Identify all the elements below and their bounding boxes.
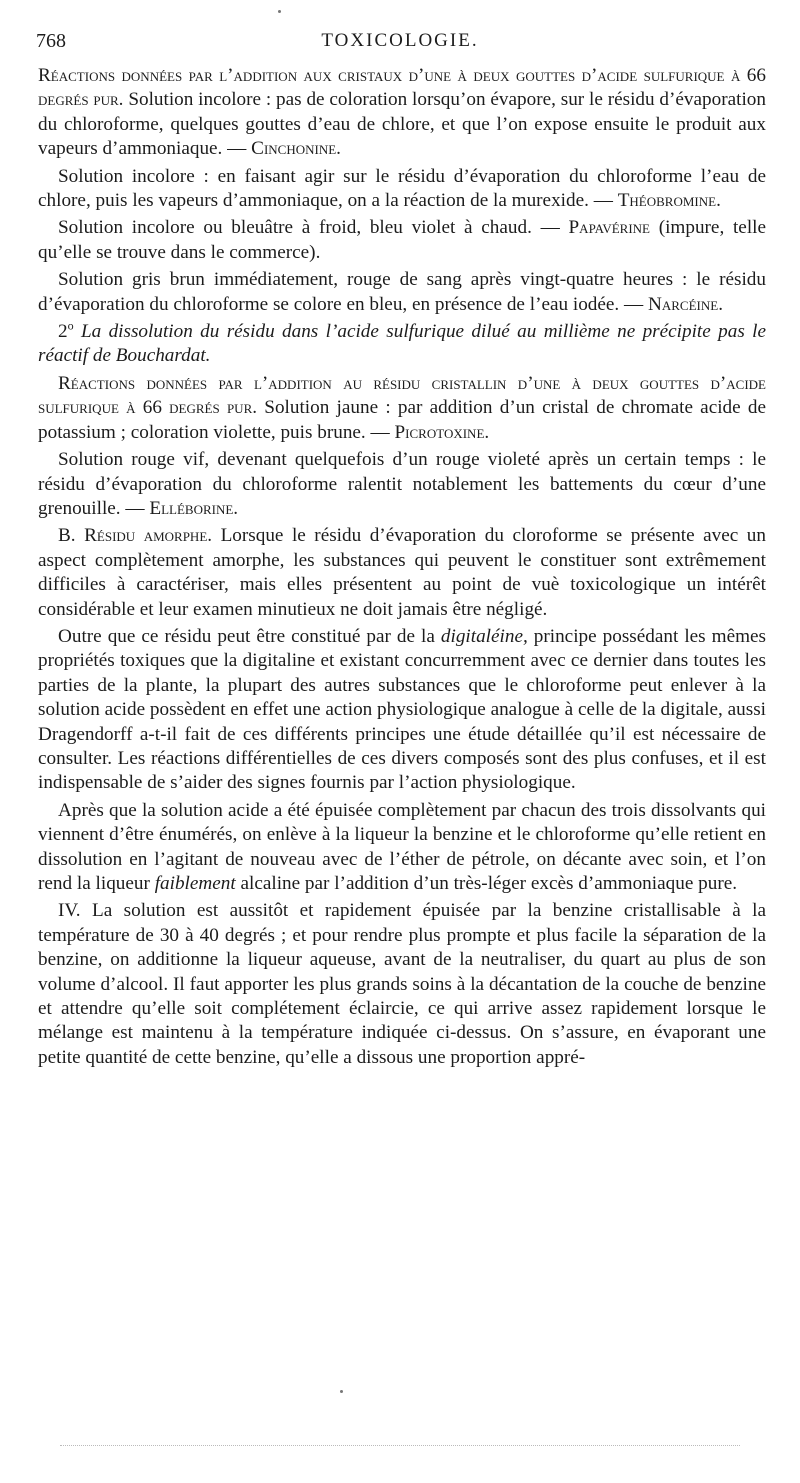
paragraph: [38, 524, 766, 622]
italic-text: faiblement: [154, 873, 236, 894]
text-run: Solution incolore : en faisant agir sur le résidu d’évaporation du chloroforme l’eau de chlore, puis les vapeurs d’ammoniaque, on a la réaction de la murexide. —: [38, 165, 766, 212]
paragraph: [38, 64, 766, 162]
italic-text: La dissolution du résidu dans l’acide sulfurique dilué au millième ne précipite pas le réactif de Bouchardat.: [38, 321, 766, 367]
text-run: alcaline par l’addition d’un très-léger excès d’ammoniaque pure.: [235, 873, 738, 894]
paragraph: [38, 165, 766, 214]
text-run: Lorsque le résidu d’évaporation du cloroforme se présente avec un aspect complètement amorphe, les substances qui peuvent le constituer sont extrêmement difficiles à caractériser, mais elles présentent au point de vuè toxicologique un intérêt considérable et leur examen minutieux ne doit jamais être négligé.: [38, 525, 766, 620]
text-run: Outre que ce résidu peut être constitué par de la: [58, 625, 441, 647]
page-header: [36, 30, 764, 56]
text-run: Solution rouge vif, devenant quelquefois d’un rouge violeté après un certain temps : le résidu d’évaporation du chloroforme ralentit notablement les battements du cœur d’une grenouille. —: [38, 449, 766, 519]
superscript: o: [67, 318, 74, 333]
text-run: Solution incolore : pas de coloration lorsqu’on évapore, sur le résidu d’évaporation du chloroforme, quelques gouttes d’eau de chlore, et que l’on expose ensuite le produit aux vapeurs d’ammoniaque. —: [38, 89, 766, 160]
small-caps-text: Réactions données par l’addition aux cristaux d’une à deux gouttes d’acide sulfurique à 66 degrés pur.: [38, 65, 766, 111]
small-caps-text: Picrotoxine.: [394, 421, 490, 443]
paragraph: [38, 625, 766, 796]
paragraph: [38, 799, 766, 897]
small-caps-text: Réactions données par l’addition au résidu cristallin d’une à deux gouttes d’acide sulfurique à 66 degrés pur.: [38, 372, 766, 419]
small-caps-text: Théobromine.: [617, 190, 721, 212]
small-caps-text: Papavérine: [568, 217, 650, 239]
text-run: principe possédant les mêmes propriétés toxiques que la digitaline et existant concurremment avec ce dernier dans toutes les parties de la plante, la plupart des autres substances que le chloroforme peut enlever à la solution acide possèdent en effet une action physiologique analogue à celle de la digitale, aussi Dragendorff a-t-il fait de ces différents principes une étude détaillée qu’il est nécessaire de consulter. Les réactions différentielles de ces divers composés sont des plus confuses, et il est indispensable de s’aider des signes fournis par l’action physiologique.: [38, 625, 767, 794]
body-text: [38, 64, 766, 1073]
page-bottom-dotted-line: [60, 1445, 740, 1446]
paragraph: [38, 216, 766, 265]
ink-speck: [340, 1390, 343, 1393]
text-run: IV. La solution est aussitôt et rapidement épuisée par la benzine cristallisable à la température de 30 à 40 degrés ; et pour rendre plus prompte et plus facile la séparation de la benzine, on additionne la liqueur aqueuse, avant de la neutraliser, du quart au plus de son volume d’alcool. Il faut apporter les plus grands soins à la décantation de la couche de benzine et attendre qu’elle soit complétement éclaircie, ce qui arrive assez rapidement lorsque le mélange est maintenu à la température indiquée ci-dessus. On s’assure, en évaporant une petite quantité de cette benzine, qu’elle a dissous une proportion appré-: [38, 900, 766, 1068]
text-run: Solution jaune : par addition d’un cristal de chromate acide de potassium ; coloration violette, puis brune. —: [38, 397, 767, 443]
ink-speck: [278, 10, 281, 13]
paragraph: [38, 448, 766, 521]
small-caps-text: Résidu amorphe.: [84, 525, 213, 547]
page-number: 768: [36, 30, 66, 52]
running-title: TOXICOLOGIE.: [321, 30, 479, 51]
small-caps-text: Elléborine.: [149, 497, 239, 519]
text-run: Solution gris brun immédiatement, rouge de sang après vingt-quatre heures : le résidu d’évaporation du chloroforme se colore en bleu, en présence de l’eau iodée. —: [38, 269, 766, 315]
italic-text: digitaléine,: [440, 625, 528, 647]
paragraph: [38, 899, 766, 1070]
text-run: B.: [58, 525, 85, 547]
text-run: Après que la solution acide a été épuisée complètement par chacun des trois dissolvants qui viennent d’être énumérés, on enlève à la liqueur la benzine et le chloroforme qu’elle retient en dissolution en l’agitant de nouveau avec de l’éther de pétrole, on décante avec soin, et l’on rend la liqueur: [38, 799, 766, 894]
text-run: 2: [58, 321, 68, 343]
small-caps-text: Narcéine.: [648, 293, 723, 315]
text-run: (impure, telle qu’elle se trouve dans le commerce).: [38, 217, 766, 263]
paragraph: [38, 268, 766, 317]
paragraph: [38, 320, 766, 369]
paragraph: [38, 372, 766, 445]
text-run: Solution incolore ou bleuâtre à froid, bleu violet à chaud. —: [58, 217, 569, 239]
small-caps-text: Cinchonine.: [251, 138, 341, 160]
